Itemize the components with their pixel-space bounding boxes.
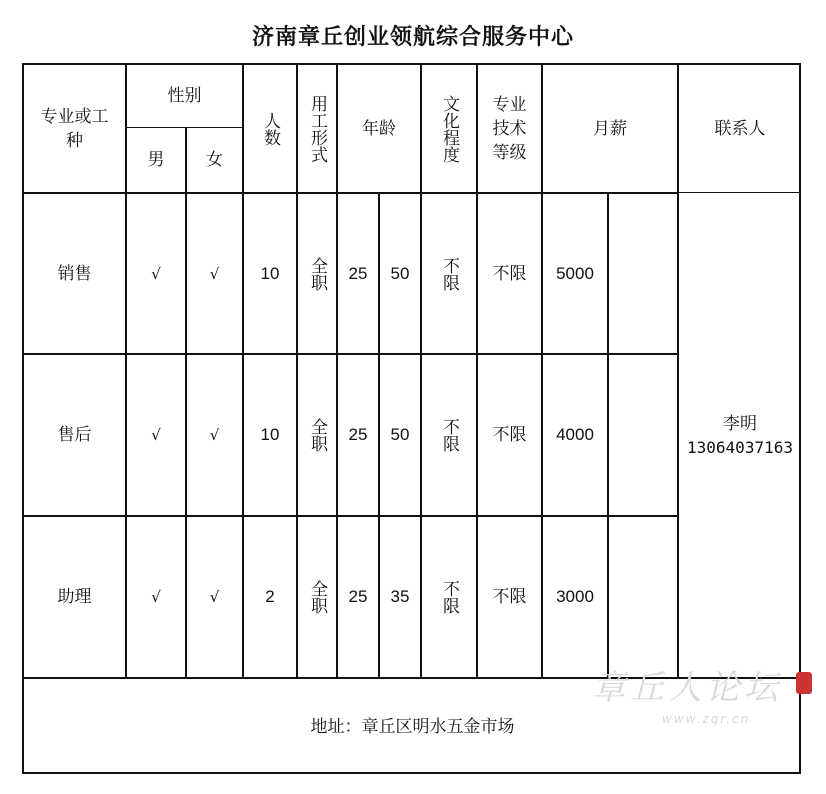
row1-female: √ <box>209 264 220 283</box>
header-age: 年龄 <box>362 118 396 139</box>
row1-salary: 5000 <box>556 263 594 283</box>
hline-header-contact <box>678 192 801 193</box>
row2-male: √ <box>151 426 161 444</box>
row3-age-max: 35 <box>390 587 410 606</box>
contact-cell <box>679 194 801 677</box>
row1-male: √ <box>151 264 161 283</box>
row1-skill: 不限 <box>492 263 527 284</box>
row3-male: √ <box>151 588 161 606</box>
watermark-url: www.zqr.cn <box>662 712 751 726</box>
header-male: 男 <box>147 150 165 170</box>
row2-female: √ <box>209 426 220 444</box>
header-gender: 性别 <box>167 86 202 106</box>
row3-age-min: 25 <box>348 587 368 606</box>
row3-salary: 3000 <box>556 587 594 606</box>
header-contact: 联系人 <box>714 118 766 139</box>
watermark-text: 章丘人论坛 <box>592 668 782 708</box>
row2-count: 10 <box>260 425 280 444</box>
row1-age-max: 50 <box>390 263 410 283</box>
header-job: 专业或工种 <box>40 106 109 151</box>
header-skill: 专业技术等级 <box>492 94 527 163</box>
header-count: 人数 <box>260 111 280 146</box>
row2-age-min: 25 <box>348 425 368 444</box>
header-employment: 用工形式 <box>307 94 327 163</box>
row2-employment: 全职 <box>307 418 327 452</box>
row3-skill: 不限 <box>492 587 527 607</box>
row2-age-max: 50 <box>390 425 410 444</box>
address-text: 地址：章丘区明水五金市场 <box>310 716 515 737</box>
row3-education: 不限 <box>439 580 459 614</box>
row2-salary: 4000 <box>556 425 594 444</box>
row1-education: 不限 <box>439 256 459 291</box>
watermark <box>592 660 802 740</box>
row1-age-min: 25 <box>348 263 368 283</box>
vline-10 <box>607 192 609 677</box>
page-title: 济南章丘创业领航综合服务中心 <box>251 24 574 50</box>
row3-female: √ <box>209 588 220 606</box>
row1-count: 10 <box>260 263 280 283</box>
contact-phone: 13064037163 <box>687 437 793 457</box>
row3-count: 2 <box>265 587 275 606</box>
seal-stamp-icon <box>796 672 812 694</box>
header-education: 文化程度 <box>439 94 459 163</box>
row2-education: 不限 <box>439 418 459 452</box>
row1-job: 销售 <box>57 263 92 284</box>
row3-employment: 全职 <box>307 580 327 614</box>
row2-job: 售后 <box>57 425 92 445</box>
header-female: 女 <box>206 150 223 170</box>
header-salary: 月薪 <box>593 118 627 139</box>
row2-skill: 不限 <box>492 425 527 445</box>
row1-employment: 全职 <box>307 256 327 291</box>
row3-job: 助理 <box>57 587 92 607</box>
contact-name: 李明 <box>723 413 757 434</box>
